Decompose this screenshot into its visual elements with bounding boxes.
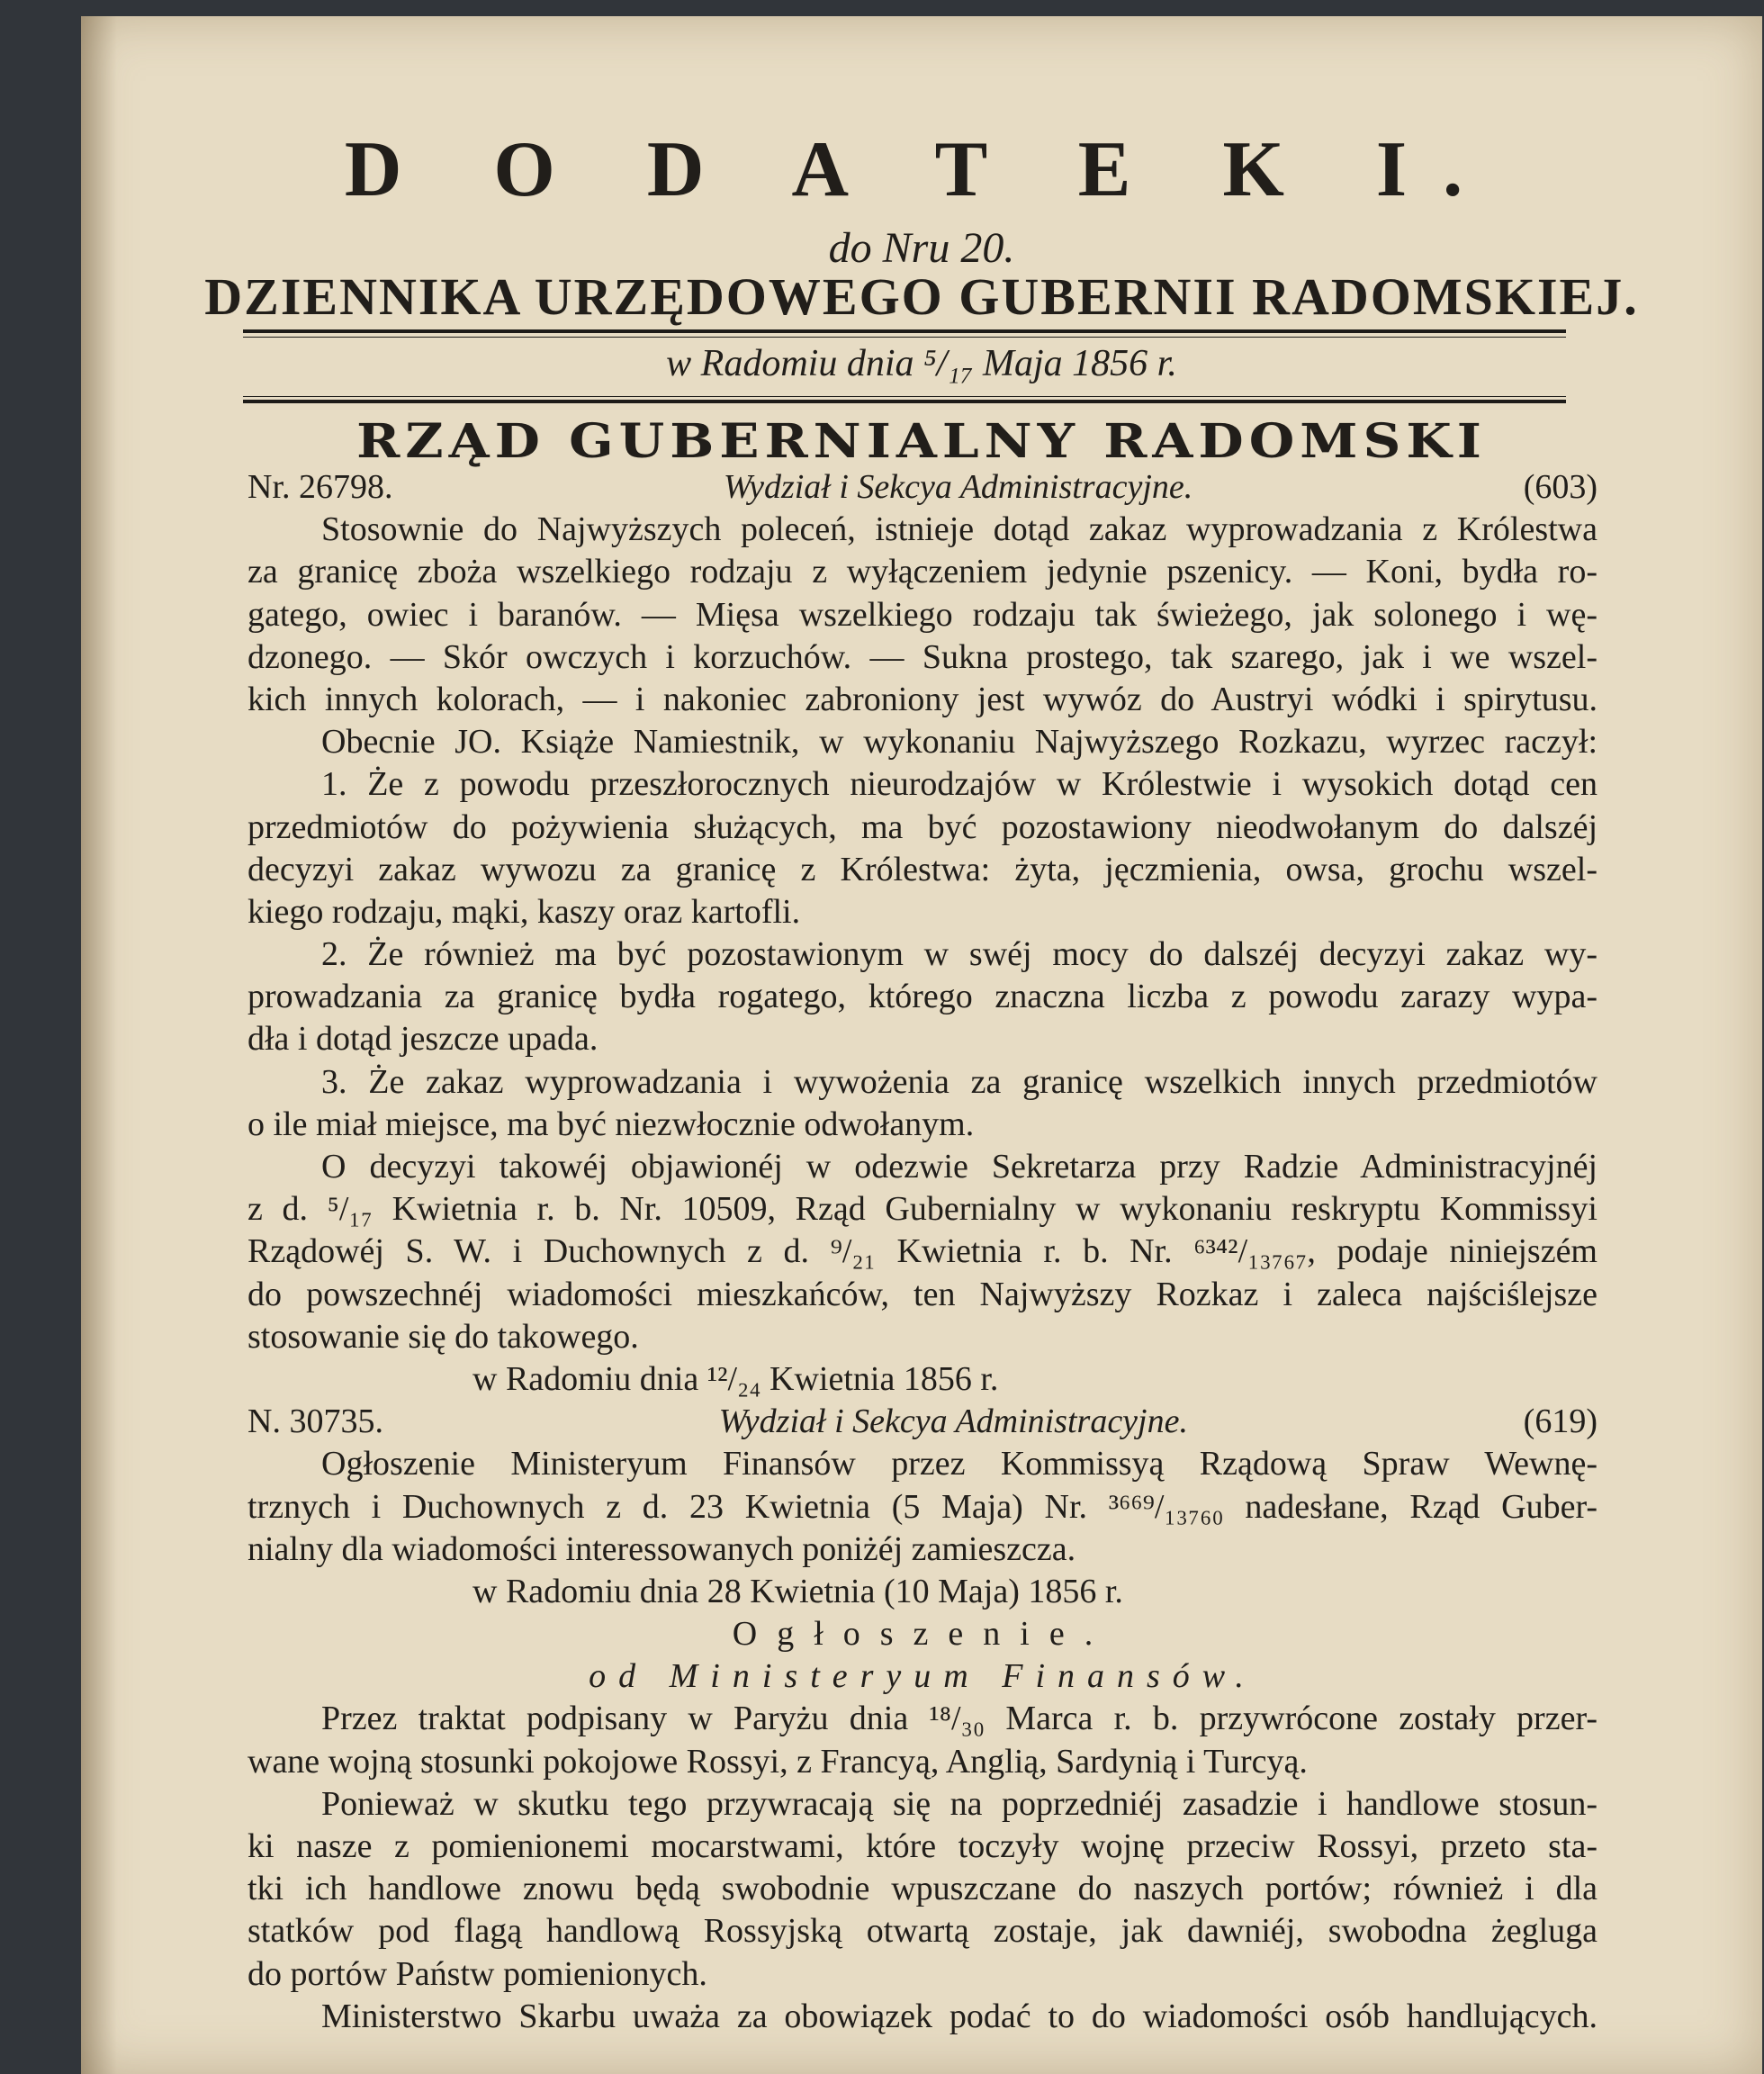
issue-date: w Radomiu dnia ⁵/₁₇ Maja 1856 r.: [666, 343, 1177, 384]
text-line: Stosownie do Najwyższych poleceń, istnieje dotąd zakaz wyprowadzania z Królestwa: [321, 510, 1598, 549]
text-line: kiego rodzaju, mąki, kaszy oraz kartofli.: [248, 892, 801, 931]
section-reference: (619): [1523, 1402, 1598, 1441]
text-line: Ogłoszenie Ministeryum Finansów przez Kommissyą Rządową Spraw Wewnę-: [321, 1445, 1598, 1483]
issue-number: do Nru 20.: [828, 224, 1015, 272]
text-line: dła i dotąd jeszcze upada.: [248, 1020, 598, 1059]
section-header: [248, 1401, 1598, 1443]
text-line: przedmiotów do pożywienia służących, ma być pozostawiony nieodwołanym do dalszéj: [248, 807, 1598, 846]
top-rule: [243, 329, 1566, 333]
section-number: N. 30735.: [248, 1402, 383, 1441]
text-line: za granicę zboża wszelkiego rodzaju z wyłączeniem jedynie pszenicy. — Koni, bydła ro-: [248, 553, 1598, 591]
text-line: gatego, owiec i baranów. — Mięsa wszelkiego rodzaju tak świeżego, jak solonego i wę-: [248, 595, 1598, 634]
text-line: Ministerstwo Skarbu uważa za obowiązek podać to do wiadomości osób handlujących.: [321, 1997, 1598, 2035]
journal-name: DZIENNIKA URZĘDOWEGO GUBERNII RADOMSKIEJ.: [204, 267, 1639, 326]
text-line: 2. Że również ma być pozostawionym w swéj mocy do dalszéj decyzyi zakaz wy-: [321, 935, 1598, 974]
section-department: Wydział i Sekcya Administracyjne.: [718, 1402, 1188, 1441]
body-text: [248, 466, 1598, 2038]
top-rule-thin: [243, 337, 1566, 338]
text-line: statków pod flagą handlową Rossyjską otwartą zostaje, jak dawniéj, swobodna żegluga: [248, 1912, 1598, 1951]
text-line: nialny dla wiadomości interessowanych poniżéj zamieszcza.: [248, 1529, 1076, 1568]
section-reference: (603): [1523, 468, 1598, 506]
date-rule-thin: [243, 396, 1566, 397]
text-line: Przez traktat podpisany w Paryżu dnia ¹⁸/₃₀ Marca r. b. przywrócone zostały przer-: [321, 1700, 1598, 1738]
section-department: Wydział i Sekcya Administracyjne.: [723, 468, 1193, 506]
text-line: O decyzyi takowéj objawionéj w odezwie Sekretarza przy Radzie Administracyjnéj: [321, 1148, 1598, 1186]
text-line: dzonego. — Skór owczych i korzuchów. — Sukna prostego, tak szarego, jak i we wszel-: [248, 637, 1598, 676]
text-line: prowadzania za granicę bydła rogatego, którego znaczna liczba z powodu zarazy wypa-: [248, 978, 1598, 1016]
date-rule: [243, 400, 1566, 403]
text-line: od Ministeryum Finansów.: [589, 1657, 1256, 1696]
text-line: z d. ⁵/₁₇ Kwietnia r. b. Nr. 10509, Rząd Gubernialny w wykonaniu reskryptu Kommissyi: [248, 1190, 1598, 1229]
text-line: tki ich handlowe znowu będą swobodnie wpuszczane do naszych portów; również i dla: [248, 1870, 1598, 1908]
text-line: Obecnie JO. Książe Namiestnik, w wykonaniu Najwyższego Rozkazu, wyrzec raczył:: [321, 723, 1598, 762]
text-line: ki nasze z pomienionemi mocarstwami, które toczyły wojnę przeciw Rossyi, przeto sta-: [248, 1827, 1598, 1865]
text-line: decyzyi zakaz wywozu za granicę z Królestwa: żyta, jęczmienia, owsa, grochu wszel-: [248, 850, 1598, 888]
text-line: Rządowéj S. W. i Duchownych z d. ⁹/₂₁ Kwietnia r. b. Nr. ⁶³⁴²/₁₃₇₆₇, podaje niniejszém: [248, 1232, 1598, 1271]
authority-heading: RZĄD GUBERNIALNY RADOMSKI: [356, 413, 1487, 469]
text-line: w Radomiu dnia ¹²/₂₄ Kwietnia 1856 r.: [472, 1359, 999, 1398]
text-line: trznych i Duchownych z d. 23 Kwietnia (5 Maja) Nr. ³⁶⁶⁹/₁₃₇₆₀ nadesłane, Rząd Guber-: [248, 1487, 1598, 1526]
section-number: Nr. 26798.: [248, 468, 393, 506]
supplement-title: D O D A T E K I.: [344, 126, 1499, 213]
text-line: wane wojną stosunki pokojowe Rossyi, z Francyą, Anglią, Sardynią i Turcyą.: [248, 1742, 1308, 1781]
text-line: 1. Że z powodu przeszłorocznych nieurodzajów w Królestwie i wysokich dotąd cen: [321, 765, 1598, 804]
text-line: Ogłoszenie.: [732, 1615, 1113, 1654]
text-line: Ponieważ w skutku tego przywracają się na poprzedniéj zasadzie i handlowe stosun-: [321, 1784, 1598, 1823]
document-page: [81, 16, 1762, 2074]
text-line: 3. Że zakaz wyprowadzania i wywożenia za granicę wszelkich innych przedmiotów: [321, 1062, 1598, 1101]
text-line: do portów Państw pomienionych.: [248, 1954, 707, 1993]
text-line: do powszechnéj wiadomości mieszkańców, ten Najwyższy Rozkaz i zaleca najściślejsze: [248, 1275, 1598, 1313]
section-header: [248, 466, 1598, 509]
text-line: stosowanie się do takowego.: [248, 1317, 639, 1356]
text-line: o ile miał miejsce, ma być niezwłocznie odwołanym.: [248, 1105, 975, 1143]
text-line: w Radomiu dnia 28 Kwietnia (10 Maja) 1856 r.: [472, 1572, 1123, 1610]
text-line: kich innych kolorach, — i nakoniec zabroniony jest wywóz do Austryi wódki i spirytusu.: [248, 680, 1598, 718]
